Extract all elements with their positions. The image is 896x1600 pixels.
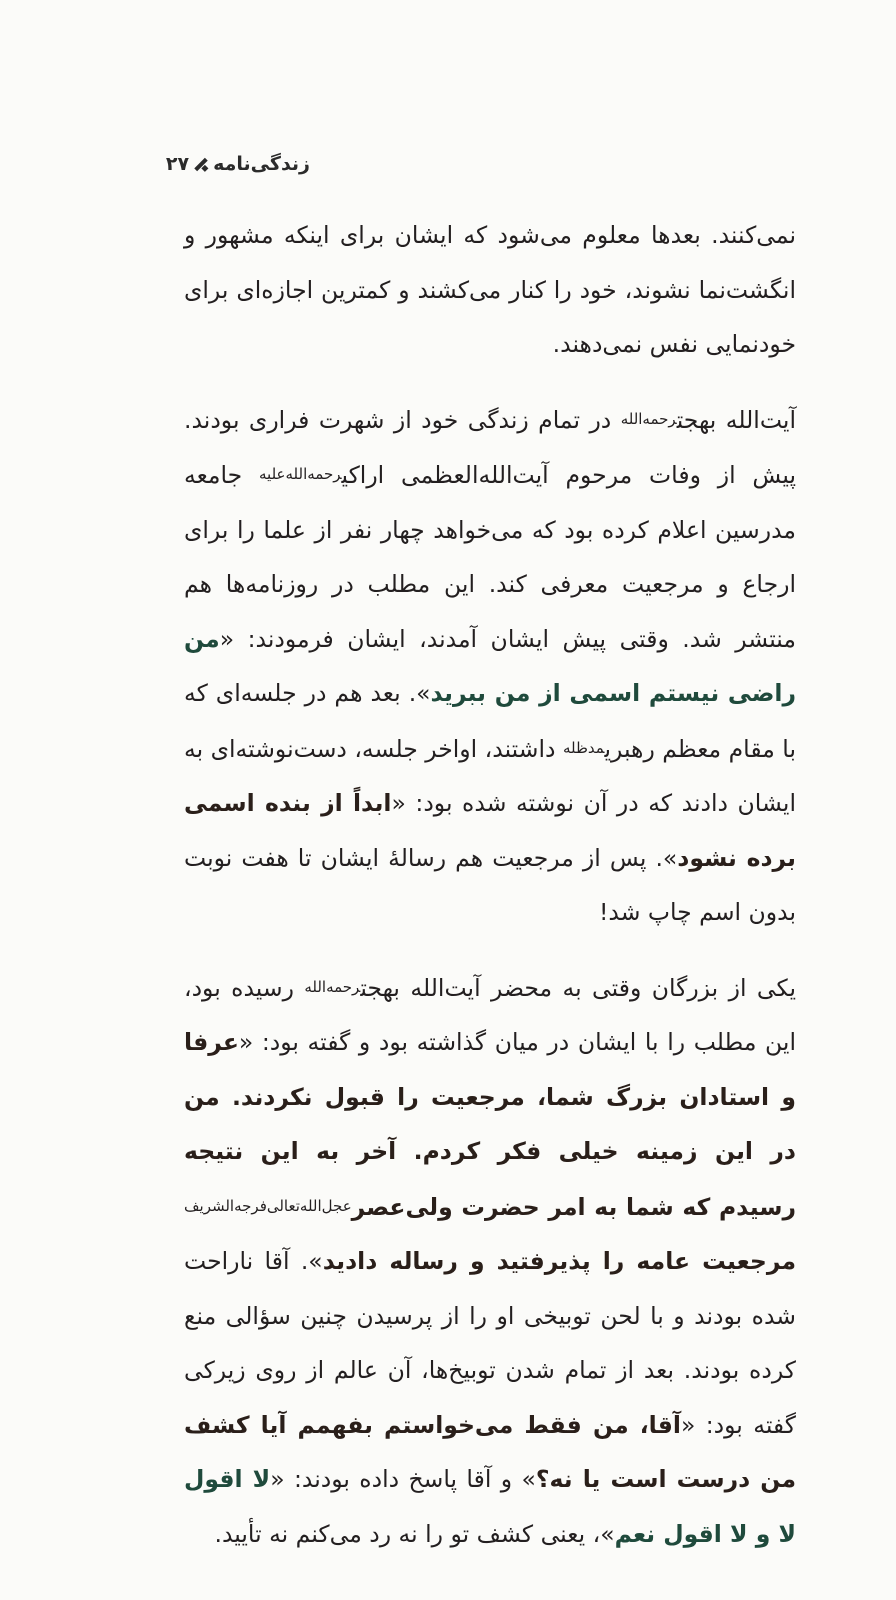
paragraph-3: [184, 960, 796, 1562]
quote-bold: عرفا و استادان بزرگ شما، مرجعیت را قبول نکردند. من در این زمینه خیلی فکر کردم. آخر به این نتیجه رسیدم که شما به امر حضرت ولی‌عصر: [184, 1028, 796, 1221]
honorific-glyph: مدظله: [562, 738, 605, 757]
quote-bold: من راضی نیستم اسمی از من ببرید: [184, 624, 796, 707]
text-run: ». آقا ناراحت شده بودند و با لحن توبیخی او را از پرسیدن چنین سؤالی منع کرده بودند. بعد از تمام شدن توبیخ‌ها، آن عالم از روی زیرکی گفته بود: «: [184, 1247, 796, 1439]
header-title: زندگی‌نامه: [213, 153, 310, 175]
text-run: ». پس از مرجعیت هم رسالهٔ ایشان تا هفت نوبت بدون اسم چاپ شد!: [184, 843, 796, 926]
text-run: جامعه مدرسین اعلام کرده بود که می‌خواهد چهار نفر از علما را برای ارجاع و مرجعیت معرفی کند. این مطلب در روزنامه‌ها هم منتشر شد. وقتی پیش ایشان آمدند، ایشان فرمودند: «: [184, 461, 796, 653]
quote-bold: آقا، من فقط می‌خواستم بفهمم آیا کشف من درست است یا نه؟: [184, 1410, 797, 1493]
honorific-glyph: رحمه‌الله‌علیه: [259, 465, 342, 483]
text-run: داشتند، اواخر جلسه، دست‌نوشته‌ای به ایشان دادند که در آن نوشته شده بود: «: [184, 734, 796, 817]
text-run: یکی از بزرگان وقتی به محضر آیت‌الله بهجت: [360, 973, 796, 1002]
paragraph-1: [184, 208, 796, 372]
honorific-glyph: رحمه‌الله: [620, 409, 677, 428]
text-run: آیت‌الله بهجت: [676, 405, 796, 434]
text-run: در تمام زندگی خود از شهرت فراری بودند. پیش از وفات مرحوم آیت‌الله‌العظمی اراکی: [184, 405, 796, 489]
running-header: [165, 144, 310, 184]
page-number: ۲۷: [165, 153, 190, 175]
page-body: [184, 208, 796, 1561]
diamond-ornament-icon: [194, 157, 207, 170]
text-run: » و آقا پاسخ داده بودند: «: [270, 1465, 536, 1493]
text-run: رسیده بود، این مطلب را با ایشان در میان گذاشته بود و گفته بود: «: [184, 973, 796, 1056]
quote-bold: لا اقول لا و لا اقول نعم: [184, 1465, 796, 1548]
honorific-glyph: عجل‌الله‌تعالی‌فرجه‌الشریف: [184, 1196, 352, 1215]
honorific-glyph: رحمه‌الله: [304, 977, 361, 996]
quote-bold: مرجعیت عامه را پذیرفتید و رساله دادید: [322, 1247, 796, 1275]
text-run: ». بعد هم در جلسه‌ای که با مقام معظم رهبری: [184, 679, 796, 763]
quote-bold: ابداً از بنده اسمی برده نشود: [184, 789, 796, 872]
paragraph-2: [184, 392, 796, 940]
paragraph-1-text: نمی‌کنند. بعدها معلوم می‌شود که ایشان برای اینکه مشهور و انگشت‌نما نشوند، خود را کنار می‌کشند و کمترین اجازه‌ای برای خودنمایی نفس نمی‌دهند.: [184, 221, 796, 358]
text-run: »، یعنی کشف تو را نه رد می‌کنم نه تأیید.: [214, 1519, 615, 1548]
